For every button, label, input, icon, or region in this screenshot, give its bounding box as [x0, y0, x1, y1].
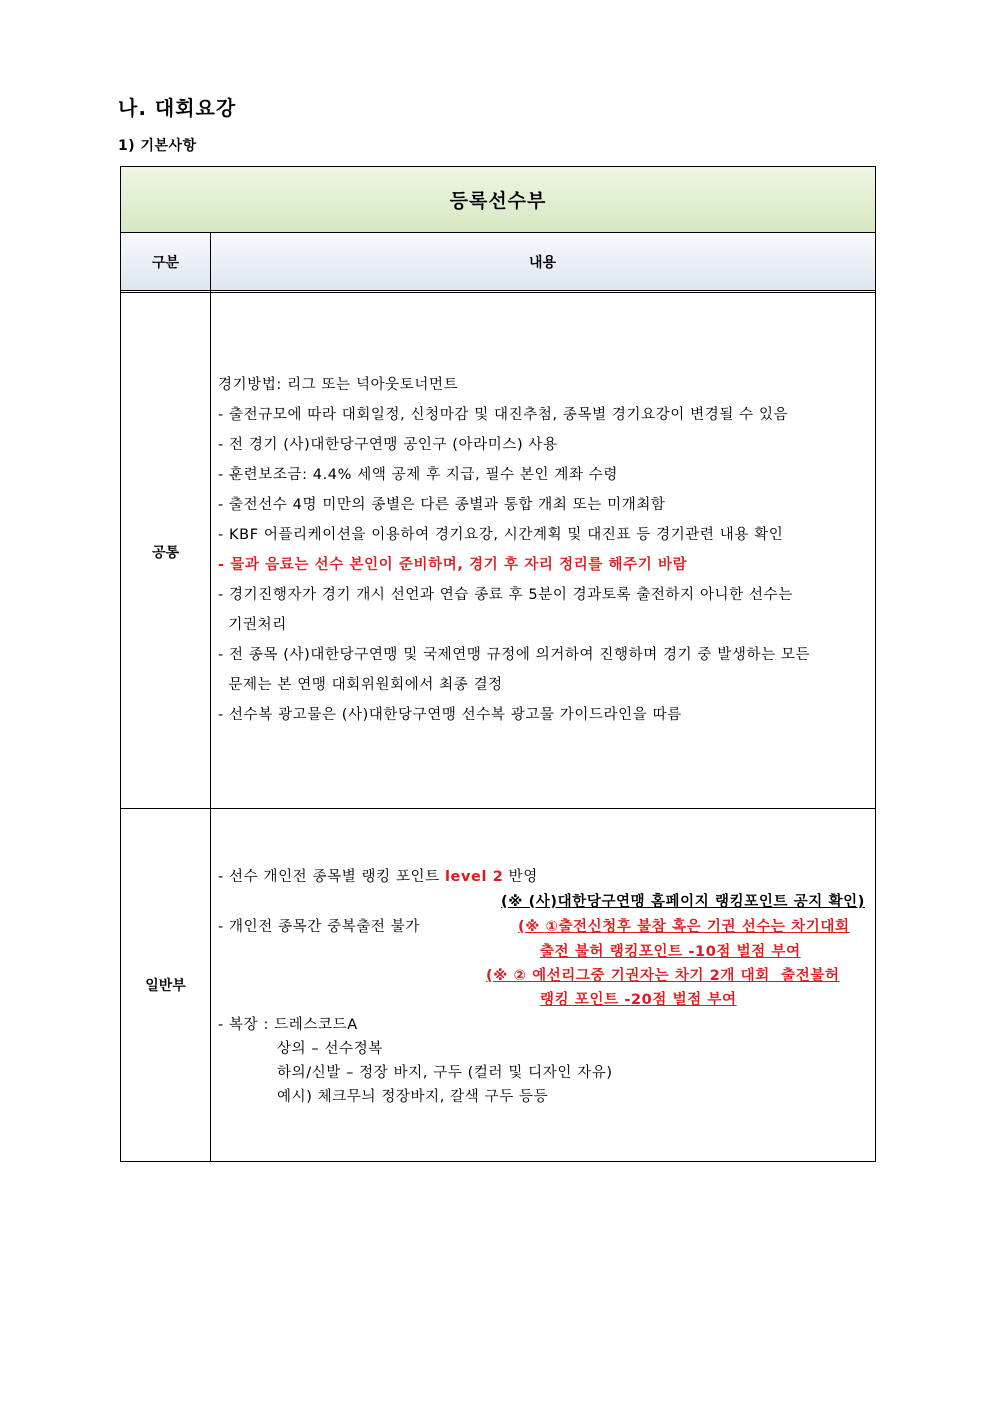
ranking-suffix: 반영	[503, 869, 538, 885]
common-line: - 훈련보조금: 4.4% 세액 공제 후 지급, 필수 본인 계좌 수령	[218, 467, 618, 483]
common-line: 경기방법: 리그 또는 넉아웃토너먼트	[218, 377, 459, 393]
common-line: - 선수복 광고물은 (사)대한당구연맹 선수복 광고물 가이드라인을 따름	[218, 707, 682, 723]
dress-example: 예시) 체크무늬 정장바지, 갈색 구두 등등	[277, 1089, 549, 1105]
dress-code-line: - 복장 : 드레스코드A	[218, 1017, 358, 1033]
row-label-general: 일반부	[145, 978, 186, 994]
header-category: 구분	[151, 254, 180, 271]
penalty-note-2: (※ ② 예선리그중 기권자는 차기 2개 대회 출전불허	[486, 968, 840, 984]
header-content: 내용	[528, 254, 557, 271]
common-line: - KBF 어플리케이션을 이용하여 경기요강, 시간계획 및 대진표 등 경기관련 내용 확인	[218, 527, 784, 543]
common-line: - 전 경기 (사)대한당구연맹 공인구 (아라미스) 사용	[218, 437, 558, 453]
penalty-note-1: (※ ①출전신청후 불참 혹은 기권 선수는 차기대회	[518, 919, 850, 935]
penalty-note-2-cont: 랭킹 포인트 -20점 벌점 부여	[540, 992, 737, 1008]
column-divider	[210, 233, 211, 1161]
ranking-prefix: - 선수 개인전 종목별 랭킹 포인트	[218, 869, 445, 885]
table-header-row	[121, 233, 875, 293]
row-divider	[121, 808, 875, 809]
common-line: - 출전규모에 따라 대회일정, 신청마감 및 대진추첨, 종목별 경기요강이 변경될 수 있음	[218, 407, 789, 423]
ranking-line	[218, 865, 538, 886]
ranking-level: level 2	[444, 869, 504, 885]
common-line: - 출전선수 4명 미만의 종별은 다른 종별과 통합 개최 또는 미개최함	[218, 497, 666, 513]
rules-table	[120, 166, 876, 1162]
subsection-heading: 1) 기본사항	[118, 138, 197, 154]
common-line: 문제는 본 연맹 대회위원회에서 최종 결정	[218, 677, 503, 693]
common-line: 기권처리	[218, 617, 287, 633]
common-line: - 전 종목 (사)대한당구연맹 및 국제연맹 규정에 의거하여 진행하며 경기 중 발생하는 모든	[218, 647, 811, 663]
penalty-note-1-cont: 출전 불허 랭킹포인트 -10점 벌점 부여	[540, 944, 801, 960]
duplicate-entry-line: - 개인전 종목간 중복출전 불가	[218, 919, 420, 935]
dress-top: 상의 – 선수정복	[277, 1041, 383, 1057]
dress-bottom: 하의/신발 – 정장 바지, 구두 (컬러 및 디자인 자유)	[277, 1065, 613, 1081]
common-line-highlight: - 물과 음료는 선수 본인이 준비하며, 경기 후 자리 정리를 해주기 바람	[218, 557, 688, 573]
row-label-common: 공통	[151, 545, 180, 561]
section-heading: 나. 대회요강	[118, 96, 237, 120]
common-line: - 경기진행자가 경기 개시 선언과 연습 종료 후 5분이 경과토록 출전하지 아니한 선수는	[218, 587, 793, 603]
ranking-note: (※ (사)대한당구연맹 홈페이지 랭킹포인트 공지 확인)	[501, 894, 865, 910]
table-title: 등록선수부	[121, 167, 875, 233]
